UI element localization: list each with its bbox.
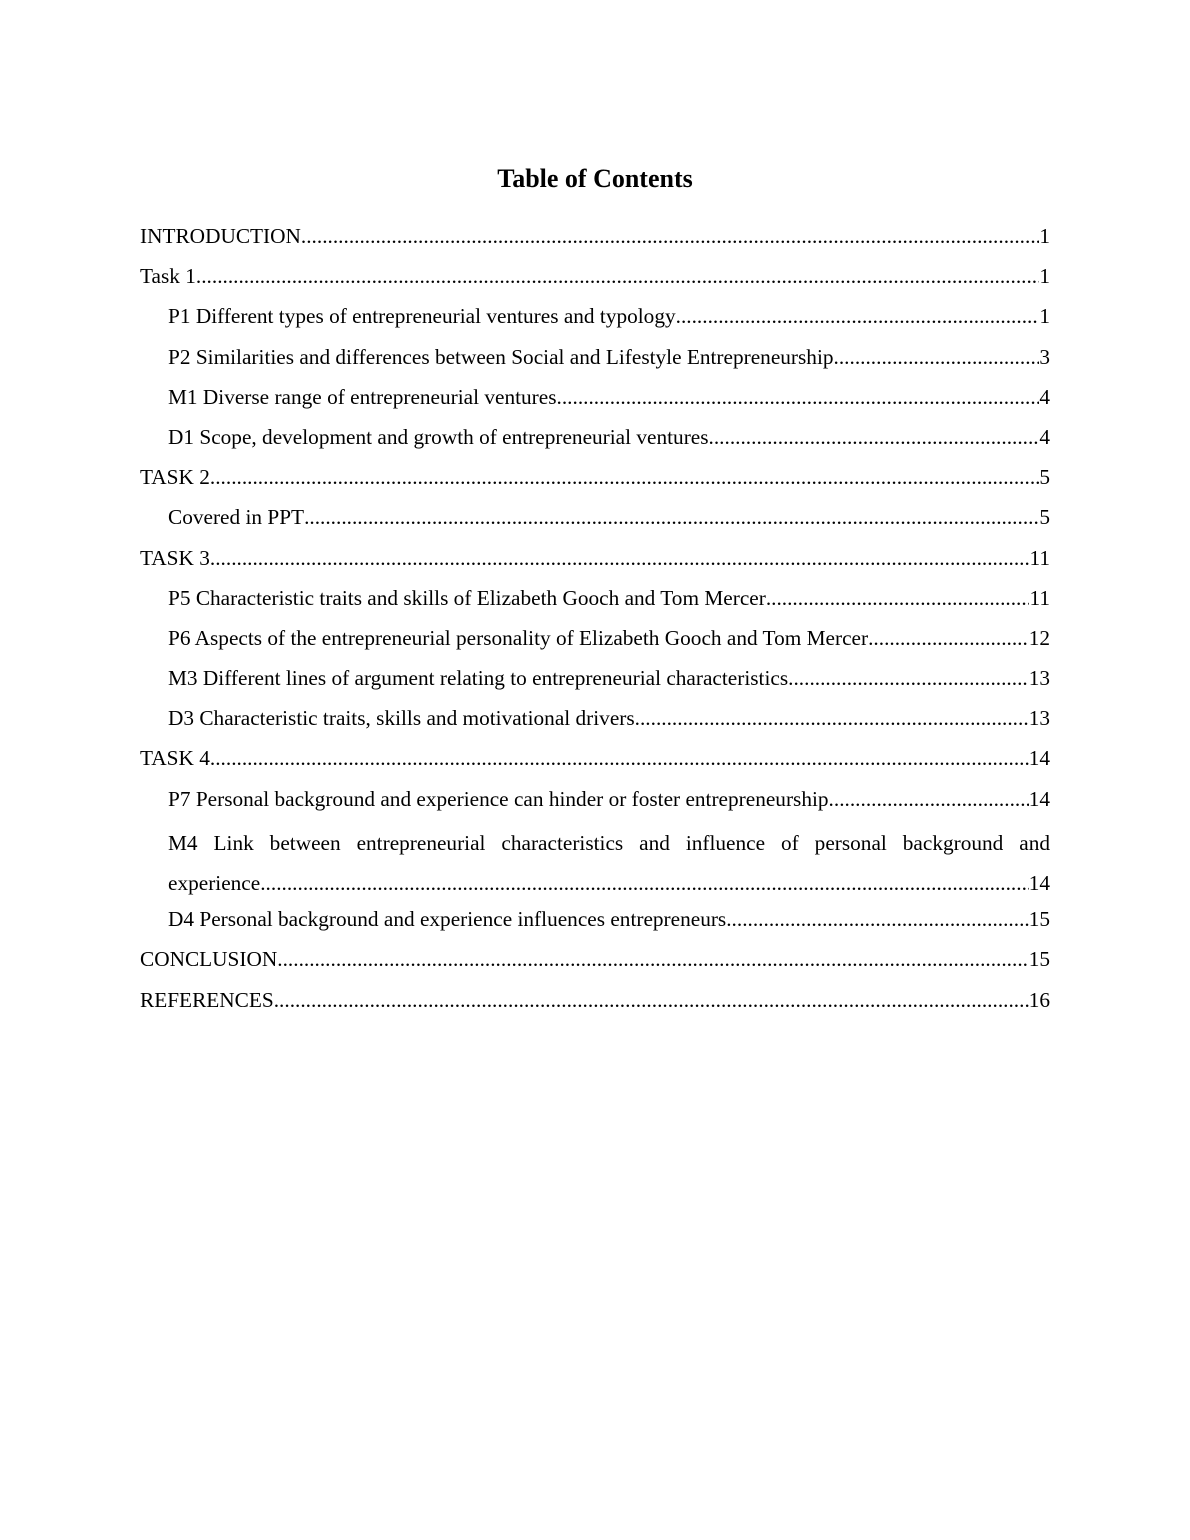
toc-entry-label: P7 Personal background and experience can hinder or foster entrepreneurship bbox=[168, 786, 829, 811]
toc-entry-page: 11 bbox=[1029, 545, 1050, 570]
dot-leader bbox=[834, 341, 1040, 374]
dot-leader bbox=[868, 622, 1029, 655]
toc-entry-label: D3 Characteristic traits, skills and motivational drivers bbox=[168, 706, 635, 731]
toc-entry-label: REFERENCES bbox=[140, 987, 274, 1012]
toc-entry-covered-in-ppt[interactable] bbox=[140, 501, 1050, 541]
toc-entry-page: 1 bbox=[1039, 304, 1050, 329]
toc-entry-page: 12 bbox=[1028, 625, 1050, 650]
toc-entry-d3[interactable] bbox=[140, 702, 1050, 742]
toc-entry-label: D1 Scope, development and growth of entrepreneurial ventures bbox=[168, 424, 709, 449]
toc-entry-page: 1 bbox=[1039, 264, 1050, 289]
toc-entry-label: TASK 3 bbox=[140, 545, 210, 570]
dot-leader bbox=[301, 220, 1039, 253]
dot-leader bbox=[557, 381, 1040, 414]
toc-entry-page: 13 bbox=[1028, 666, 1050, 691]
toc-entry-second-line bbox=[168, 863, 1050, 903]
toc-entry-references[interactable] bbox=[140, 984, 1050, 1024]
toc-entry-p5[interactable] bbox=[140, 582, 1050, 622]
toc-entry-label: M3 Different lines of argument relating to entrepreneurial characteristics bbox=[168, 666, 789, 691]
toc-entry-page: 13 bbox=[1028, 706, 1050, 731]
toc-entry-label: Covered in PPT bbox=[168, 505, 305, 530]
dot-leader bbox=[274, 984, 1029, 1017]
dot-leader bbox=[788, 662, 1029, 695]
toc-entry-p6[interactable] bbox=[140, 622, 1050, 662]
toc-entry-page: 16 bbox=[1028, 987, 1050, 1012]
toc-entry-label: P1 Different types of entrepreneurial ventures and typology bbox=[168, 304, 676, 329]
dot-leader bbox=[635, 702, 1029, 735]
toc-entry-label: Task 1 bbox=[140, 264, 196, 289]
toc-entry-label: CONCLUSION bbox=[140, 947, 278, 972]
toc-title: Table of Contents bbox=[497, 164, 693, 193]
toc-entry-introduction[interactable] bbox=[140, 220, 1050, 260]
toc-entry-d1[interactable] bbox=[140, 421, 1050, 461]
toc-entry-label: TASK 2 bbox=[140, 465, 210, 490]
toc-entry-label: P5 Characteristic traits and skills of Elizabeth Gooch and Tom Mercer bbox=[168, 585, 766, 610]
toc-entry-page: 5 bbox=[1039, 465, 1050, 490]
toc-entry-page: 1 bbox=[1039, 224, 1050, 248]
toc-list bbox=[140, 220, 1050, 1024]
toc-entry-label: TASK 4 bbox=[140, 746, 210, 771]
toc-entry-label: P6 Aspects of the entrepreneurial personality of Elizabeth Gooch and Tom Mercer bbox=[168, 625, 869, 650]
toc-entry-label: D4 Personal background and experience influences entrepreneurs bbox=[168, 907, 727, 932]
dot-leader bbox=[304, 501, 1039, 534]
toc-entry-label: INTRODUCTION bbox=[140, 224, 301, 248]
toc-entry-m4[interactable] bbox=[140, 823, 1050, 903]
dot-leader bbox=[766, 582, 1030, 615]
toc-entry-page: 14 bbox=[1028, 786, 1050, 811]
toc-entry-conclusion[interactable] bbox=[140, 943, 1050, 983]
toc-entry-p2[interactable] bbox=[140, 341, 1050, 381]
toc-entry-p1[interactable] bbox=[140, 300, 1050, 340]
toc-entry-page: 4 bbox=[1039, 384, 1050, 409]
dot-leader bbox=[196, 260, 1039, 293]
toc-entry-task-1[interactable] bbox=[140, 260, 1050, 300]
toc-entry-label: M1 Diverse range of entrepreneurial ventures bbox=[168, 384, 557, 409]
toc-entry-d4[interactable] bbox=[140, 903, 1050, 943]
toc-entry-page: 3 bbox=[1039, 344, 1050, 369]
toc-entry-m1[interactable] bbox=[140, 381, 1050, 421]
toc-entry-page: 14 bbox=[1028, 871, 1050, 895]
dot-leader bbox=[210, 461, 1039, 494]
dot-leader bbox=[676, 300, 1040, 333]
toc-entry-page: 5 bbox=[1039, 505, 1050, 530]
toc-entry-p7[interactable] bbox=[140, 783, 1050, 823]
dot-leader bbox=[829, 783, 1029, 816]
toc-entry-label-line-2: experience bbox=[168, 871, 261, 895]
toc-entry-label: P2 Similarities and differences between Social and Lifestyle Entrepreneurship bbox=[168, 344, 834, 369]
toc-entry-label-line-1: M4 Link between entrepreneurial characteristics and influence of personal background and bbox=[168, 830, 1050, 855]
dot-leader bbox=[277, 943, 1028, 976]
toc-entry-page: 11 bbox=[1029, 585, 1050, 610]
dot-leader bbox=[210, 542, 1030, 575]
dot-leader bbox=[210, 742, 1029, 775]
dot-leader bbox=[726, 903, 1028, 936]
toc-entry-m3[interactable] bbox=[140, 662, 1050, 702]
toc-entry-page: 15 bbox=[1028, 947, 1050, 972]
toc-entry-page: 4 bbox=[1039, 424, 1050, 449]
dot-leader bbox=[260, 863, 1028, 903]
toc-entry-page: 14 bbox=[1028, 746, 1050, 771]
toc-entry-task-2[interactable] bbox=[140, 461, 1050, 501]
dot-leader bbox=[709, 421, 1040, 454]
toc-entry-task-4[interactable] bbox=[140, 742, 1050, 782]
toc-entry-page: 15 bbox=[1028, 907, 1050, 932]
toc-entry-task-3[interactable] bbox=[140, 542, 1050, 582]
